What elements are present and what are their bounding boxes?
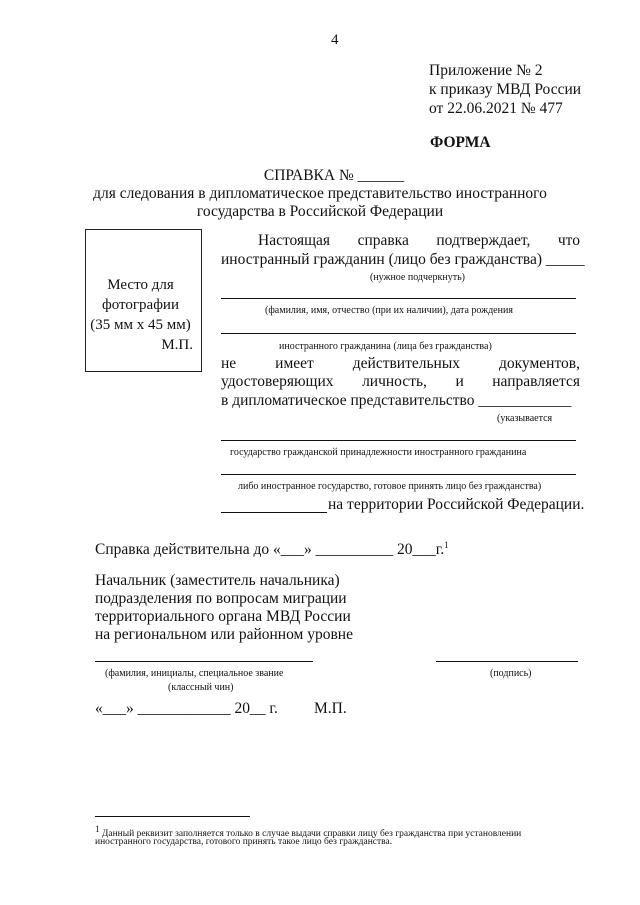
photo-placeholder-box [85, 229, 202, 372]
appendix-line-1: Приложение № 2 [429, 62, 543, 79]
form-label: ФОРМА [430, 134, 491, 151]
validity-text: Справка действительна до «___» __________ 20___г. [95, 541, 445, 559]
hint-signature: (подпись) [490, 668, 532, 679]
fill-line-signature [436, 661, 578, 662]
hint-citizen: иностранного гражданина (лица без гражданства) [279, 341, 492, 352]
chief-line-3: территориального органа МВД России [95, 608, 351, 625]
photo-label-2: фотографии [102, 297, 179, 313]
chief-line-2: подразделения по вопросам миграции [95, 590, 347, 607]
fill-line-state [221, 440, 576, 441]
footnote-mark: 1 [95, 824, 100, 834]
hint-chief-name: (фамилия, инициалы, специальное звание [105, 668, 284, 679]
footnote-line-2: иностранного государства, готового принять такое лицо без гражданства. [95, 837, 393, 847]
footnote-separator [95, 816, 250, 817]
word: личность, [362, 373, 427, 390]
body-row-2: иностранный гражданин (лицо без гражданства) _____ [221, 251, 585, 268]
hint-name-dob: (фамилия, имя, отчество (при их наличии), дата рождения [265, 305, 513, 316]
word: направляется [492, 373, 580, 390]
photo-stamp-label: М.П. [161, 337, 193, 353]
date-stamp: М.П. [314, 700, 347, 717]
photo-label-1: Место для [107, 277, 174, 293]
fill-line-state-2 [221, 474, 576, 475]
word: подтверждает, [436, 232, 531, 249]
document-title: СПРАВКА № ______ [263, 167, 405, 184]
hint-class-rank: (классный чин) [168, 682, 234, 693]
word: документов, [498, 355, 580, 372]
appendix-line-3: от 22.06.2021 № 477 [429, 100, 563, 117]
fill-line-name [221, 298, 576, 299]
fill-line-territory [221, 512, 327, 513]
body-row-4 [221, 373, 580, 391]
body-row-6: на территории Российской Федерации. [328, 496, 585, 513]
word: удостоверяющих [221, 373, 334, 390]
validity-line [95, 540, 449, 559]
appendix-line-2: к приказу МВД России [429, 81, 582, 98]
photo-label-3: (35 мм х 45 мм) [90, 317, 191, 333]
footnote-ref: 1 [444, 540, 449, 550]
word: справка [357, 232, 409, 249]
hint-specify: (указывается [497, 413, 553, 424]
document-subtitle-1: для следования в дипломатическое представительство иностранного [93, 185, 547, 202]
page-number: 4 [331, 32, 339, 48]
word: и [455, 373, 464, 390]
word: действительных [352, 355, 461, 372]
body-row-3 [221, 355, 580, 373]
document-subtitle-2: государства в Российской Федерации [196, 203, 444, 220]
word: не [221, 355, 237, 372]
hint-stateless: либо иностранное государство, готовое принять лицо без гражданства) [238, 481, 542, 492]
word: Настоящая [258, 232, 331, 249]
hint-underline: (нужное подчеркнуть) [370, 272, 465, 283]
fill-line-chief-name [95, 661, 313, 662]
date-line: «___» ____________ 20__ г. [95, 700, 278, 717]
hint-state: государство гражданской принадлежности иностранного гражданина [230, 447, 527, 458]
word: что [557, 232, 580, 249]
body-row-1 [258, 232, 580, 250]
body-row-5: в дипломатическое представительство ____________ [221, 392, 572, 409]
fill-line-citizen [221, 333, 576, 334]
word: имеет [275, 355, 314, 372]
chief-line-4: на региональном или районном уровне [95, 626, 353, 643]
footnote-text-1: Данный реквизит заполняется только в случае выдачи справки лицу без гражданства при установлении [99, 829, 522, 840]
chief-line-1: Начальник (заместитель начальника) [95, 572, 340, 589]
